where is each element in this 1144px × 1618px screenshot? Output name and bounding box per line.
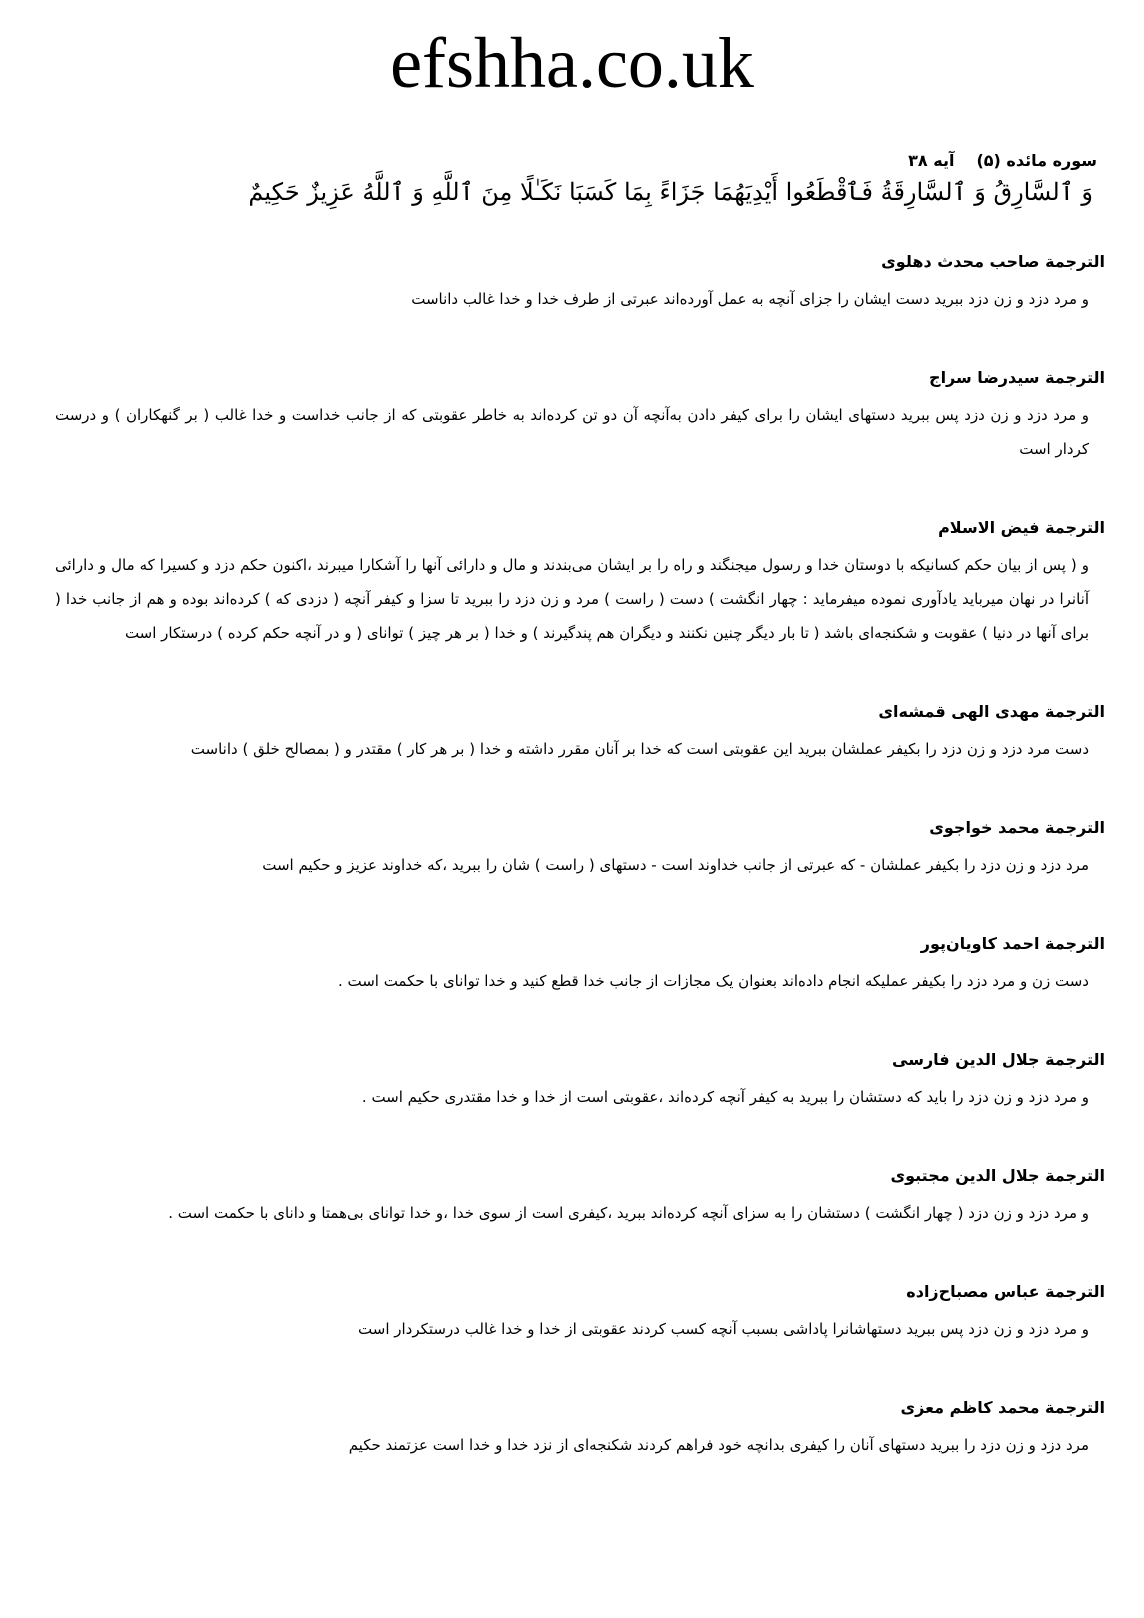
- translation-text: دست مرد دزد و زن دزد را بكيفر عملشان ببريد اين عقوبتى است كه خدا بر آنان مقرر داشته و خدا ( بر هر كار ) مقتدر و ( بمصالح خلق ) داناست: [190, 740, 1089, 758]
- translation-text: مرد دزد و زن دزد را ببريد دستهاى آنان را كيفرى بدانچه خود فراهم كردند شكنجه‌اى از نزد خدا و خدا است عزتمند حكيم: [348, 1436, 1089, 1454]
- translation-title: الترجمة سيدرضا سراج: [929, 368, 1105, 387]
- translation-title: الترجمة صاحب محدث دهلوى: [881, 252, 1105, 271]
- ayah-label: آيه ۳۸: [908, 151, 955, 170]
- translation-title: الترجمة محمد كاظم معزى: [900, 1398, 1105, 1417]
- translation-block: [55, 700, 1105, 766]
- translation-title: الترجمة مهدى الهى قمشه‌اى: [878, 702, 1105, 721]
- translation-block: [55, 1048, 1105, 1114]
- translation-title: الترجمة جلال الدين مجتبوى: [890, 1166, 1105, 1185]
- translation-text: و مرد دزد و زن دزد ( چهار انگشت ) دستشان را به سزاى آنچه كرده‌اند ببريد ،كيفرى است از سوى خدا ،و خدا تواناى بى‌همتا و داناى با حكمت است .: [168, 1204, 1089, 1222]
- translation-text: و مرد دزد و زن دزد پس ببريد دستهاى ايشان را براى كيفر دادن به‌آنچه آن دو تن كرده‌اند به خاطر عقوبتى كه از جانب خداست و خدا غالب ( بر گنهكاران ) و درست كردار است: [55, 406, 1089, 458]
- translation-title: الترجمة احمد كاويان‌پور: [920, 934, 1105, 953]
- surah-label: سوره مائده (۵): [976, 151, 1097, 170]
- site-title: efshha.co.uk: [390, 23, 754, 103]
- translation-block: [55, 1396, 1105, 1462]
- translation-block: [55, 366, 1105, 466]
- surah-heading: [55, 150, 1097, 172]
- page-content: [55, 150, 1105, 1512]
- translation-text: و ( پس از بيان حكم كسانيكه با دوستان خدا و رسول ميجنگند و راه را بر ايشان مى‌بندند و مال و دارائى آنها را آشكارا ميبرند ،اكنون حكم دزد و كسيرا كه مال و دارائى آنانرا در نهان ميربايد يادآورى نموده ميفرمايد : چهار انگشت ) دست ( راست ) مرد و زن دزد را ببريد تا سزا و كيفر آنچه ( دزدى كه ) كرده‌اند بوده و هم از جانب خدا ( براى آنها در دنيا ) عقوبت و شكنجه‌اى باشد ( تا بار ديگر چنين نكنند و ديگران هم پندگيرند ) و خدا ( بر هر چيز ) تواناى ( و در آنچه حكم كرده ) درستكار است: [55, 556, 1089, 642]
- translation-block: [55, 250, 1105, 316]
- translation-block: [55, 1280, 1105, 1346]
- translation-title: الترجمة عباس مصباح‌زاده: [906, 1282, 1105, 1301]
- translation-title: الترجمة محمد خواجوى: [929, 818, 1105, 837]
- translation-text: و مرد دزد و زن دزد پس ببريد دستهاشانرا پاداشى بسبب آنچه كسب كردند عقوبتى از خدا و خدا غالب درستكردار است: [358, 1320, 1089, 1338]
- translation-title: الترجمة جلال الدين فارسى: [892, 1050, 1105, 1069]
- translation-text: و مرد دزد و زن دزد ببريد دست ايشان را جزاى آنچه به عمل آورده‌اند عبرتى از طرف خدا و خدا غالب داناست: [411, 290, 1089, 308]
- translation-text: و مرد دزد و زن دزد را بايد كه دستشان را ببريد به كيفر آنچه كرده‌اند ،عقوبتى است از خدا و خدا مقتدرى حكيم است .: [361, 1088, 1089, 1106]
- translation-block: [55, 816, 1105, 882]
- translation-block: [55, 932, 1105, 998]
- quran-verse: وَ ٱلسَّارِقُ وَ ٱلسَّارِقَةُ فَٱقْطَعُوا أَيْدِيَهُمَا جَزَاءً بِمَا كَسَبَا نَكَـٰلًا مِنَ ٱللَّهِ وَ ٱللَّهُ عَزِيزٌ حَكِيمٌ: [248, 178, 1093, 206]
- translation-text: دست زن و مرد دزد را بكيفر عمليكه انجام داده‌اند بعنوان يک مجازات از جانب خدا قطع كنيد و خدا توانای با حكمت است .: [337, 972, 1089, 990]
- translation-title: الترجمة فيض الاسلام: [938, 518, 1105, 537]
- translation-block: [55, 516, 1105, 650]
- translation-block: [55, 1164, 1105, 1230]
- translation-text: مرد دزد و زن دزد را بكيفر عملشان - كه عبرتى از جانب خداوند است - دستهاى ( راست ) شان را ببريد ،كه خداوند عزيز و حكيم است: [262, 856, 1089, 874]
